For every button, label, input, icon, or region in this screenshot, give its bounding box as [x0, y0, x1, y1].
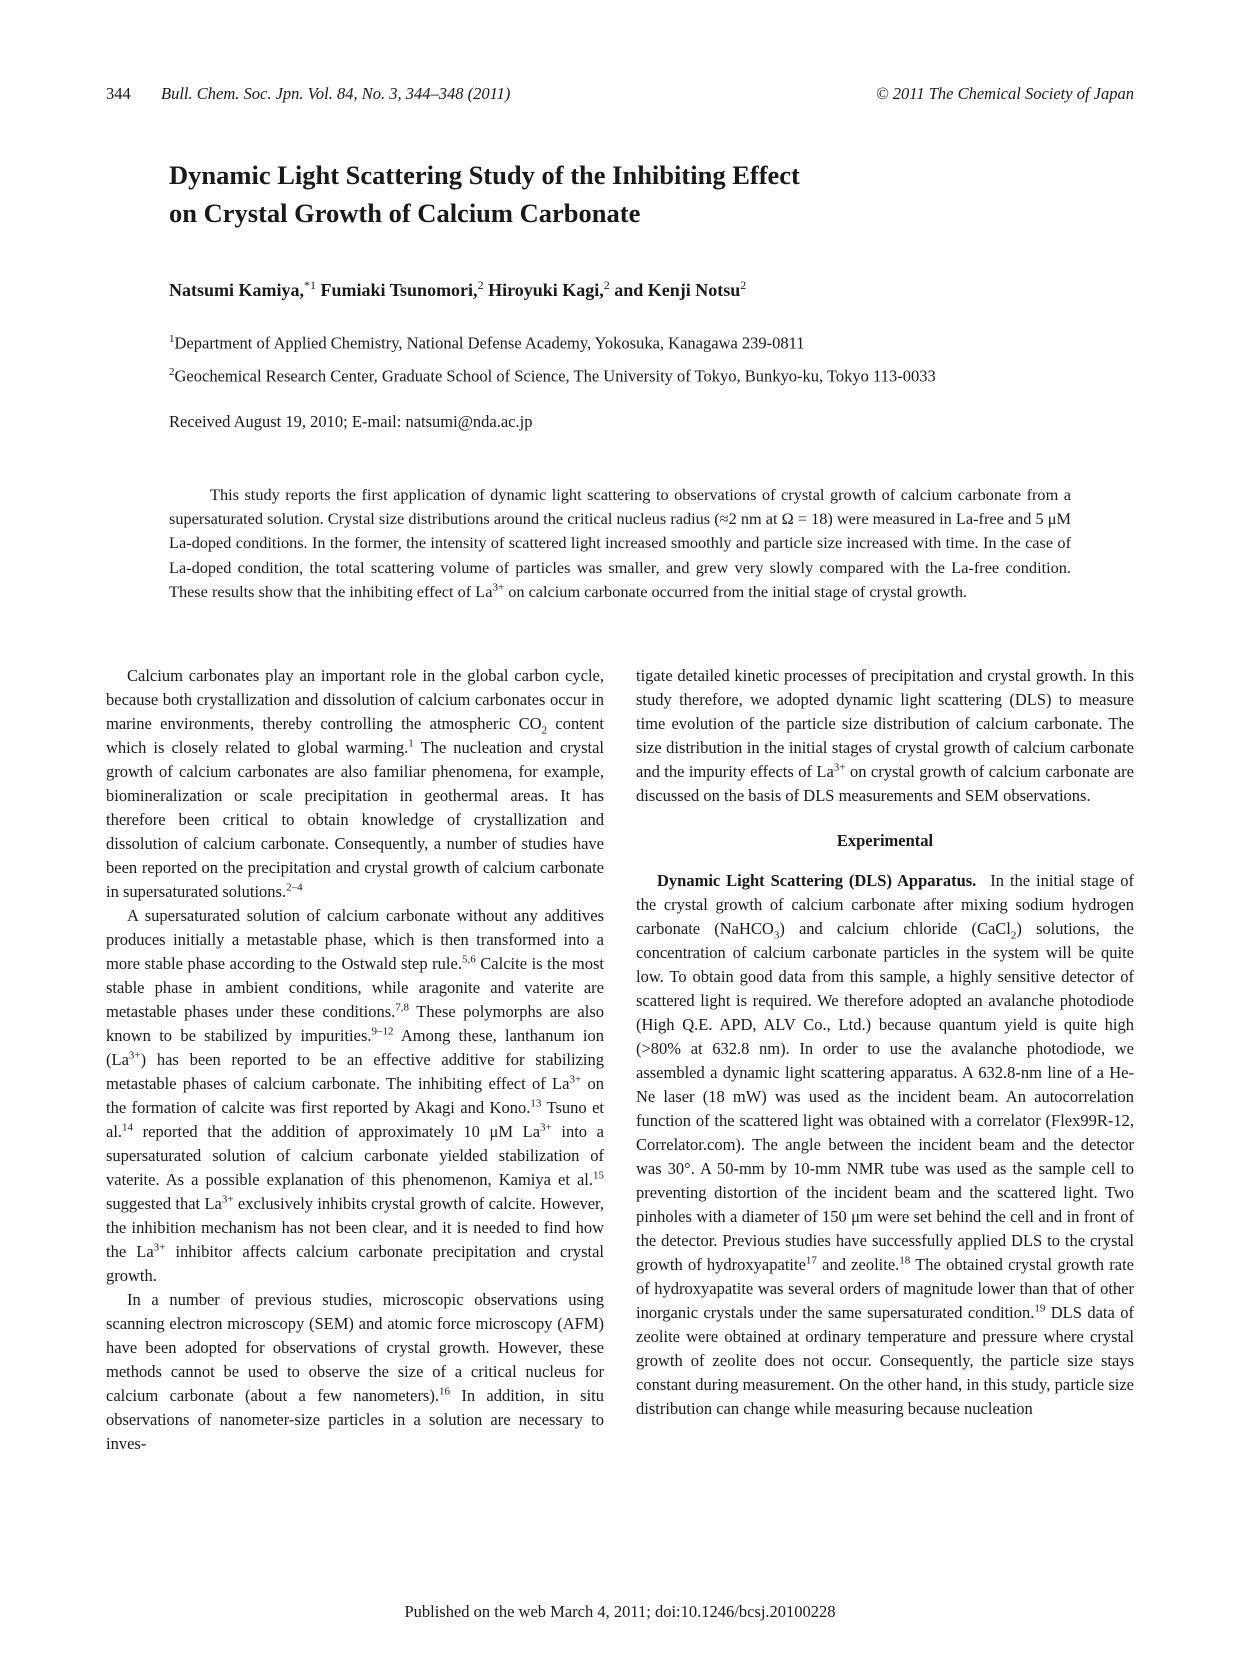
title-line-2: on Crystal Growth of Calcium Carbonate [169, 198, 641, 228]
author-mark: 2 [740, 278, 747, 292]
title-line-1: Dynamic Light Scattering Study of the Inhibiting Effect [169, 160, 800, 190]
author-name: Natsumi Kamiya, [169, 280, 304, 300]
article-title [169, 156, 929, 232]
journal-citation: Bull. Chem. Soc. Jpn. Vol. 84, No. 3, 344–348 (2011) [161, 84, 511, 103]
paragraph-1: Calcium carbonates play an important role in the global carbon cycle, because both crystallization and dissolution of calcium carbonates occur in marine environments, thereby controlling the atmospheric $CO_2$ content which is closely related to global warming.$^1$ The nucleation and crystal growth of calcium carbonates are also familiar phenomena, for example, biomineralization or scale precipitation in geothermal areas. It has therefore been critical to obtain knowledge of crystallization and dissolution of calcium carbonate. Consequently, a number of studies have been reported on the precipitation and crystal growth of calcium carbonate in supersaturated solutions.$^{2-4}$ [106, 666, 604, 901]
section-heading-experimental: Experimental [836, 831, 934, 850]
paragraph-5: Dynamic Light Scattering (DLS) Apparatus. In the initial stage of the crystal growth of calcium carbonate after mixing sodium hydrogen carbonate (NaHCO$_3$) and calcium chloride (CaCl$_2$) solutions, the concentration of calcium carbonate particles in the system will be quite low. To obtain good data from this sample, a highly sensitive detector of scattered light is required. We therefore adopted an avalanche photodiode (High Q.E. APD, ALV Co., Ltd.) because quantum yield is quite high (>80% at 632.8 nm). In order to use the avalanche photodiode, we assembled a dynamic light scattering apparatus. A 632.8-nm line of a He-Ne laser (18 mW) was used as the incident beam. An autocorrelation function of the scattered light was obtained with a correlator (Flex99R-12, Correlator.com). The angle between the incident beam and the detector was 30°. A 50-mm by 10-mm NMR tube was used as the sample cell to preventing distortion of the incident beam and the scattered light. Two pinholes with a diameter of 150 μm were set behind the cell and in front of the detector. Previous studies have successfully applied DLS to the crystal growth of hydroxyapatite$^{17}$ and zeolite.$^{18}$ The obtained crystal growth rate of hydroxyapatite was several orders of magnitude lower than that of other inorganic crystals under the same supersaturated condition.$^{19}$ DLS data of zeolite were obtained at ordinary temperature and pressure where crystal growth of zeolite does not occur. Consequently, the particle size stays constant during measurement. On the other hand, in this study, particle size distribution can change while measuring because nucleation [636, 871, 1135, 1418]
running-header [106, 84, 1134, 108]
paragraph-2: A supersaturated solution of calcium carbonate without any additives produces initially a metastable phase, which is then transformed into a more stable phase according to the Ostwald step rule.$^{5,6}$ Calcite is the most stable phase in ambient conditions, while aragonite and vaterite are metastable phases under these conditions.$^{7,8}$ These polymorphs are also known to be stabilized by impurities.$^{9-12}$ Among these, lanthanum ion $(La^{3+})$ has been reported to be an effective additive for stabilizing metastable phases of calcium carbonate. The inhibiting effect of $La^{3+}$ on the formation of calcite was first reported by Akagi and Kono.$^{13}$ Tsuno et al.$^{14}$ reported that the addition of approximately 10 μM $La^{3+}$ into a supersaturated solution of calcium carbonate yielded stabilization of vaterite. As a possible explanation of this phenomenon, Kamiya et al.$^{15}$ suggested that $La^{3+}$ exclusively inhibits crystal growth of calcite. However, the inhibition mechanism has not been clear, and it is needed to find how the $La^{3+}$ inhibitor affects calcium carbonate precipitation and crystal growth. [106, 906, 605, 1285]
paragraph-3: In a number of previous studies, microscopic observations using scanning electron microscopy (SEM) and atomic force microscopy (AFM) have been adopted for observations of crystal growth. However, these methods cannot be used to observe the size of a critical nucleus for calcium carbonate (about a few nanometers).$^{16}$ In addition, in situ observations of nanometer-size particles in a solution are necessary to inves- [106, 1290, 604, 1453]
publication-footer: Published on the web March 4, 2011; doi:10.1246/bcsj.20100228 [404, 1602, 836, 1621]
affiliation-1 [169, 333, 1089, 354]
copyright-notice: © 2011 The Chemical Society of Japan [876, 84, 1134, 103]
affiliation-mark: 2 [169, 366, 175, 378]
body-column-left [106, 664, 604, 1456]
subsection-runin-heading: Dynamic Light Scattering (DLS) Apparatus. [657, 871, 977, 890]
body-column-right [636, 664, 1134, 1421]
affiliation-2 [169, 366, 1089, 387]
author-name: Hiroyuki Kagi, [488, 280, 604, 300]
author-mark: 2 [603, 278, 610, 292]
affiliation-text: Geochemical Research Center, Graduate School of Science, The University of Tokyo, Bunkyo-ku, Tokyo 113-0033 [174, 366, 936, 386]
received-and-email: Received August 19, 2010; E-mail: natsumi@nda.ac.jp [169, 412, 533, 431]
author-list [169, 278, 1069, 301]
affiliation-mark: 1 [169, 333, 175, 345]
author-name: and Kenji Notsu [614, 280, 741, 300]
author-mark: 2 [477, 278, 484, 292]
abstract: This study reports the first application of dynamic light scattering to observations of crystal growth of calcium carbonate from a supersaturated solution. Crystal size distributions around the critical nucleus radius (≈2 nm at Ω = 18) were measured in La-free and 5 μM La-doped conditions. In the former, the intensity of scattered light increased smoothly and particle size increased with time. In the case of La-doped condition, the total scattering volume of particles was smaller, and grew very slowly compared with the La-free condition. These results show that the inhibiting effect of $La^{3+}$ on calcium carbonate occurred from the initial stage of crystal growth. [169, 485, 1071, 601]
author-mark: *1 [304, 278, 316, 292]
paragraph-4: tigate detailed kinetic processes of precipitation and crystal growth. In this study therefore, we adopted dynamic light scattering (DLS) to measure time evolution of the particle size distribution of calcium carbonate. The size distribution in the initial stages of crystal growth of calcium carbonate and the impurity effects of $La^{3+}$ on crystal growth of calcium carbonate are discussed on the basis of DLS measurements and SEM observations. [636, 666, 1134, 805]
page-number: 344 [106, 84, 131, 103]
author-name: Fumiaki Tsunomori, [320, 280, 478, 300]
affiliation-text: Department of Applied Chemistry, National Defense Academy, Yokosuka, Kanagawa 239-0811 [174, 333, 805, 353]
